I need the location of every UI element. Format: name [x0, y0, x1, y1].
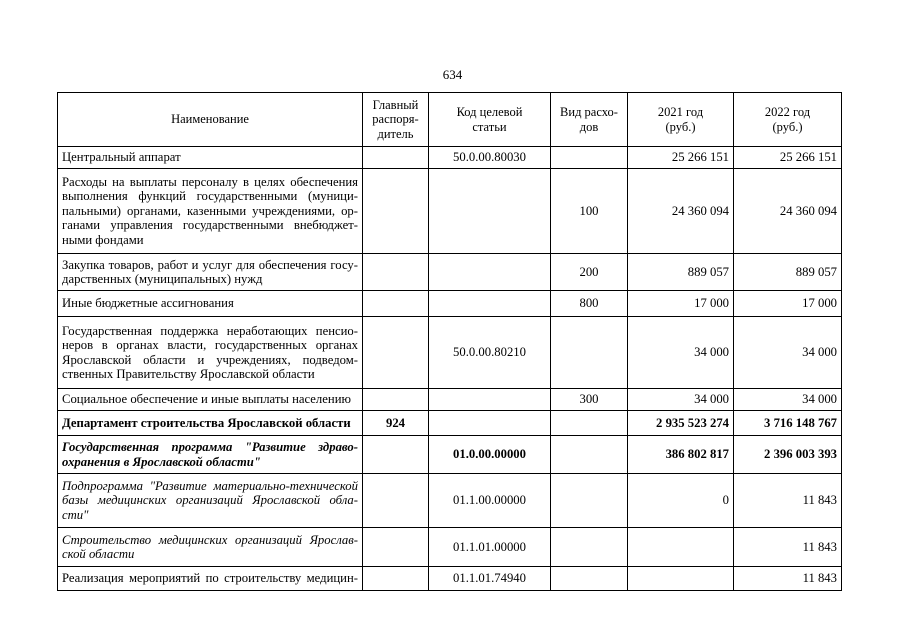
manager-cell — [363, 567, 429, 591]
name-cell — [58, 169, 363, 254]
amount-2021-cell — [628, 567, 734, 591]
name-line: ственных Правительству Ярославской области — [62, 367, 315, 381]
header-expense-type: Вид расхо- дов — [551, 93, 628, 147]
header-2022: 2022 год (руб.) — [734, 93, 842, 147]
amount-2022-cell: 34 000 — [734, 389, 842, 411]
name-line: пальными) органами, казенными учреждениями, ор- — [62, 203, 358, 218]
code-cell — [429, 389, 551, 411]
expense-type-cell: 800 — [551, 291, 628, 317]
header-manager: Главный распоря- дитель — [363, 93, 429, 147]
manager-cell — [363, 147, 429, 169]
header-name: Наименование — [58, 93, 363, 147]
budget-table — [57, 92, 842, 591]
name-line: Подпрограмма "Развитие материально-технической — [62, 478, 358, 493]
code-cell: 01.1.01.74940 — [429, 567, 551, 591]
name-line: Социальное обеспечение и иные выплаты населению — [62, 392, 351, 407]
code-cell: 01.1.00.00000 — [429, 474, 551, 528]
name-cell — [58, 254, 363, 291]
table-row — [58, 169, 842, 254]
amount-2021-cell: 34 000 — [628, 317, 734, 389]
name-cell — [58, 147, 363, 169]
amount-2022-cell: 889 057 — [734, 254, 842, 291]
name-cell — [58, 567, 363, 591]
code-cell: 50.0.00.80030 — [429, 147, 551, 169]
amount-2021-cell — [628, 528, 734, 567]
expense-type-cell — [551, 474, 628, 528]
code-cell — [429, 411, 551, 436]
amount-2021-cell: 2 935 523 274 — [628, 411, 734, 436]
table-row — [58, 474, 842, 528]
name-line: сти" — [62, 507, 89, 522]
header-code: Код целевой статьи — [429, 93, 551, 147]
amount-2021-cell: 889 057 — [628, 254, 734, 291]
code-cell — [429, 254, 551, 291]
table-row — [58, 291, 842, 317]
amount-2022-cell: 11 843 — [734, 567, 842, 591]
code-cell: 01.0.00.00000 — [429, 436, 551, 474]
amount-2021-cell: 24 360 094 — [628, 169, 734, 254]
name-line: Строительство медицинских организаций Ярослав- — [62, 532, 358, 547]
expense-type-cell: 300 — [551, 389, 628, 411]
manager-cell — [363, 436, 429, 474]
table-row — [58, 147, 842, 169]
name-line: Ярославской области и учреждениях, подведом- — [62, 352, 358, 367]
amount-2022-cell: 3 716 148 767 — [734, 411, 842, 436]
table-row — [58, 254, 842, 291]
name-line: Расходы на выплаты персоналу в целях обеспечения — [62, 174, 358, 189]
amount-2021-cell: 25 266 151 — [628, 147, 734, 169]
code-cell — [429, 169, 551, 254]
expense-type-cell — [551, 528, 628, 567]
amount-2022-cell: 11 843 — [734, 474, 842, 528]
manager-cell — [363, 317, 429, 389]
name-line: Центральный аппарат — [62, 150, 181, 165]
name-cell — [58, 317, 363, 389]
page-number: 634 — [442, 67, 463, 82]
amount-2021-cell: 17 000 — [628, 291, 734, 317]
amount-2021-cell: 34 000 — [628, 389, 734, 411]
name-line: ными фондами — [62, 232, 144, 247]
table-row — [58, 411, 842, 436]
name-cell — [58, 528, 363, 567]
expense-type-cell — [551, 411, 628, 436]
table-row — [58, 317, 842, 389]
manager-cell — [363, 528, 429, 567]
manager-cell — [363, 254, 429, 291]
expense-type-cell: 200 — [551, 254, 628, 291]
name-line: Государственная программа "Развитие здраво- — [62, 440, 358, 454]
table-row — [58, 436, 842, 474]
manager-cell — [363, 169, 429, 254]
expense-type-cell — [551, 317, 628, 389]
expense-type-cell — [551, 147, 628, 169]
amount-2021-cell: 0 — [628, 474, 734, 528]
name-cell — [58, 411, 363, 436]
name-line: ской области — [62, 547, 135, 561]
expense-type-cell: 100 — [551, 169, 628, 254]
expense-type-cell — [551, 436, 628, 474]
name-line: базы медицинских организаций Ярославской обла- — [62, 493, 358, 508]
name-line: ганами управления государственными внебюджет- — [62, 218, 358, 233]
name-line: Реализация мероприятий по строительству медицин- — [62, 571, 358, 586]
header-2021: 2021 год (руб.) — [628, 93, 734, 147]
name-line: дарственных (муниципальных) нужд — [62, 272, 263, 286]
name-line: Государственная поддержка неработающих пенсио- — [62, 323, 358, 338]
name-cell — [58, 389, 363, 411]
amount-2022-cell: 17 000 — [734, 291, 842, 317]
table-row — [58, 528, 842, 567]
code-cell — [429, 291, 551, 317]
amount-2022-cell: 24 360 094 — [734, 169, 842, 254]
name-cell — [58, 291, 363, 317]
manager-cell: 924 — [363, 411, 429, 436]
name-line: выполнения функций государственными (муници- — [62, 189, 358, 204]
manager-cell — [363, 389, 429, 411]
amount-2022-cell: 11 843 — [734, 528, 842, 567]
manager-cell — [363, 474, 429, 528]
name-line: Департамент строительства Ярославской области — [62, 415, 351, 430]
table-row — [58, 389, 842, 411]
code-cell: 01.1.01.00000 — [429, 528, 551, 567]
name-line: Иные бюджетные ассигнования — [62, 296, 234, 311]
name-cell — [58, 474, 363, 528]
code-cell: 50.0.00.80210 — [429, 317, 551, 389]
name-line: неров в органах власти, государственных органах — [62, 338, 358, 352]
header-row — [58, 93, 842, 147]
expense-type-cell — [551, 567, 628, 591]
name-cell — [58, 436, 363, 474]
table-row — [58, 567, 842, 591]
manager-cell — [363, 291, 429, 317]
amount-2021-cell: 386 802 817 — [628, 436, 734, 474]
name-line: Закупка товаров, работ и услуг для обеспечения госу- — [62, 257, 358, 272]
amount-2022-cell: 2 396 003 393 — [734, 436, 842, 474]
amount-2022-cell: 34 000 — [734, 317, 842, 389]
name-line: охранения в Ярославской области" — [62, 454, 261, 469]
amount-2022-cell: 25 266 151 — [734, 147, 842, 169]
